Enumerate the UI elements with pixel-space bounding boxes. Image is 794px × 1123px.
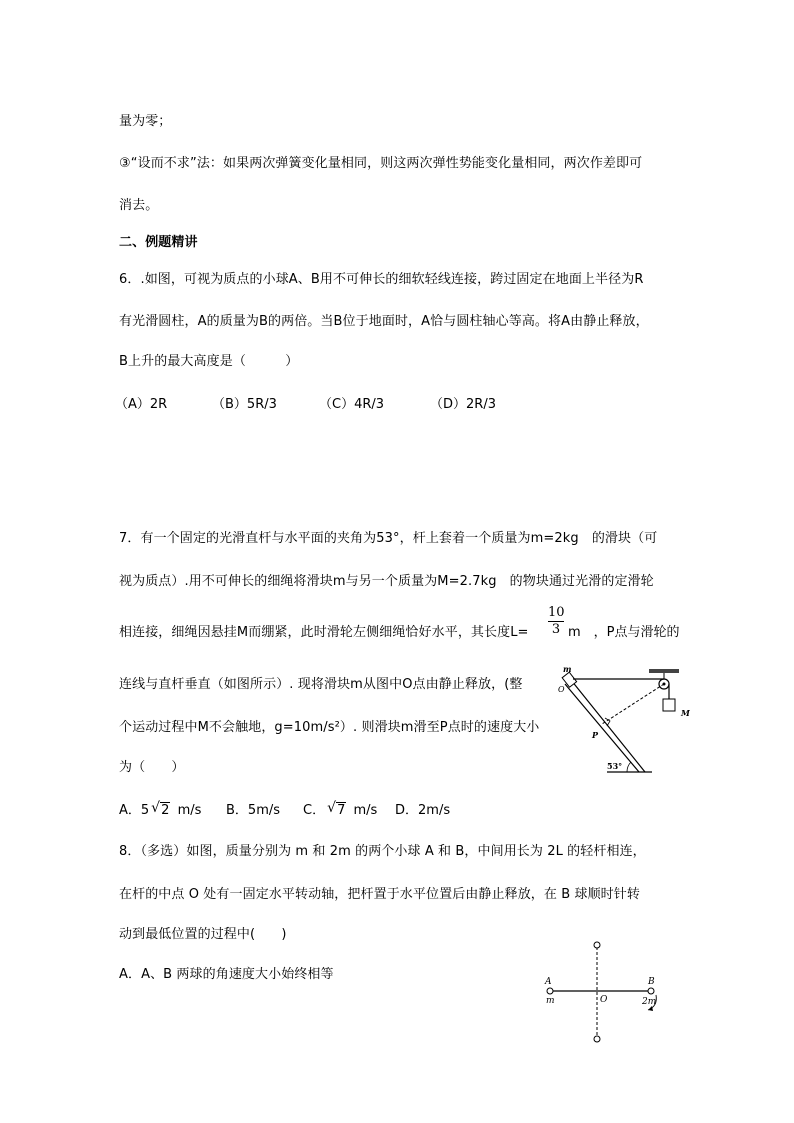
text-line: ③“设而不求”法：如果两次弹簧变化量相同，则这两次弹性势能变化量相同，两次作差即可 — [119, 156, 643, 171]
label-2m: 2m — [642, 997, 657, 1007]
option-b: B．5m/s — [226, 803, 281, 818]
option-a: A．A、B 两球的角速度大小始终相等 — [119, 967, 334, 982]
text-line: 消去。 — [119, 198, 159, 213]
sqrt-symbol: √ 2 — [151, 800, 170, 818]
text-line: 个运动过程中M不会触地，g=10m/s²）. 则滑块m滑至P点时的速度大小 — [119, 720, 540, 735]
option-a: A．5 √ 2 m/s — [119, 800, 202, 818]
text-line: B上升的最大高度是（ ） — [119, 354, 299, 369]
label-A: A — [545, 977, 552, 987]
label-m: m — [563, 664, 572, 674]
label-M: M — [681, 708, 690, 718]
option-c: （C）4R/3 — [319, 397, 385, 412]
option-d: （D）2R/3 — [430, 397, 496, 412]
text-line: 在杆的中点 O 处有一固定水平转动轴，把杆置于水平位置后由静止释放，在 B 球顺时针转 — [119, 887, 640, 902]
label-P: P — [592, 730, 599, 740]
fraction-denominator: 3 — [551, 622, 561, 637]
option-a: （A）2R — [115, 397, 168, 412]
label-O: O — [558, 685, 565, 694]
section-heading: 二、例题精讲 — [119, 235, 198, 250]
text-line: 动到最低位置的过程中( ) — [119, 927, 287, 942]
label-O: O — [600, 995, 608, 1005]
text-line: m ，P点与滑轮的 — [568, 625, 680, 640]
length-fraction — [548, 606, 564, 637]
option-b: （B）5R/3 — [212, 397, 277, 412]
text-line: 6．.如图，可视为质点的小球A、B用不可伸长的细软轻线连接，跨过固定在地面上半径为R — [119, 272, 644, 287]
sqrt-symbol: √ 7 — [327, 800, 346, 818]
text-line: 8．（多选）如图，质量分别为 m 和 2m 的两个小球 A 和 B，中间用长为 2L 的轻杆相连， — [119, 844, 646, 859]
incline-pulley-diagram — [557, 662, 697, 782]
text-line: 视为质点）.用不可伸长的细绳将滑块m与另一个质量为M=2.7kg 的物块通过光滑的定滑轮 — [119, 574, 654, 589]
label-angle: 53° — [607, 761, 623, 771]
text-line: 相连接，细绳因悬挂M而绷紧，此时滑轮左侧细绳恰好水平，其长度L= — [119, 625, 529, 640]
text-line: 量为零； — [119, 114, 172, 129]
label-B: B — [648, 977, 655, 987]
text-line: 为（ ） — [119, 760, 185, 775]
rotating-rod-diagram — [540, 940, 690, 1050]
text-line: 有光滑圆柱，A的质量为B的两倍。当B位于地面时，A恰与圆柱轴心等高。将A由静止释放， — [119, 314, 649, 329]
text-line: 7．有一个固定的光滑直杆与水平面的夹角为53°，杆上套着一个质量为m=2kg 的滑块（可 — [119, 531, 658, 546]
fraction-numerator: 10 — [548, 605, 565, 620]
option-c: C． √ 7 m/s — [303, 800, 378, 818]
option-d: D．2m/s — [395, 803, 451, 818]
text-line: 连线与直杆垂直（如图所示）. 现将滑块m从图中O点由静止释放，(整 — [119, 677, 523, 692]
label-m: m — [546, 996, 555, 1006]
